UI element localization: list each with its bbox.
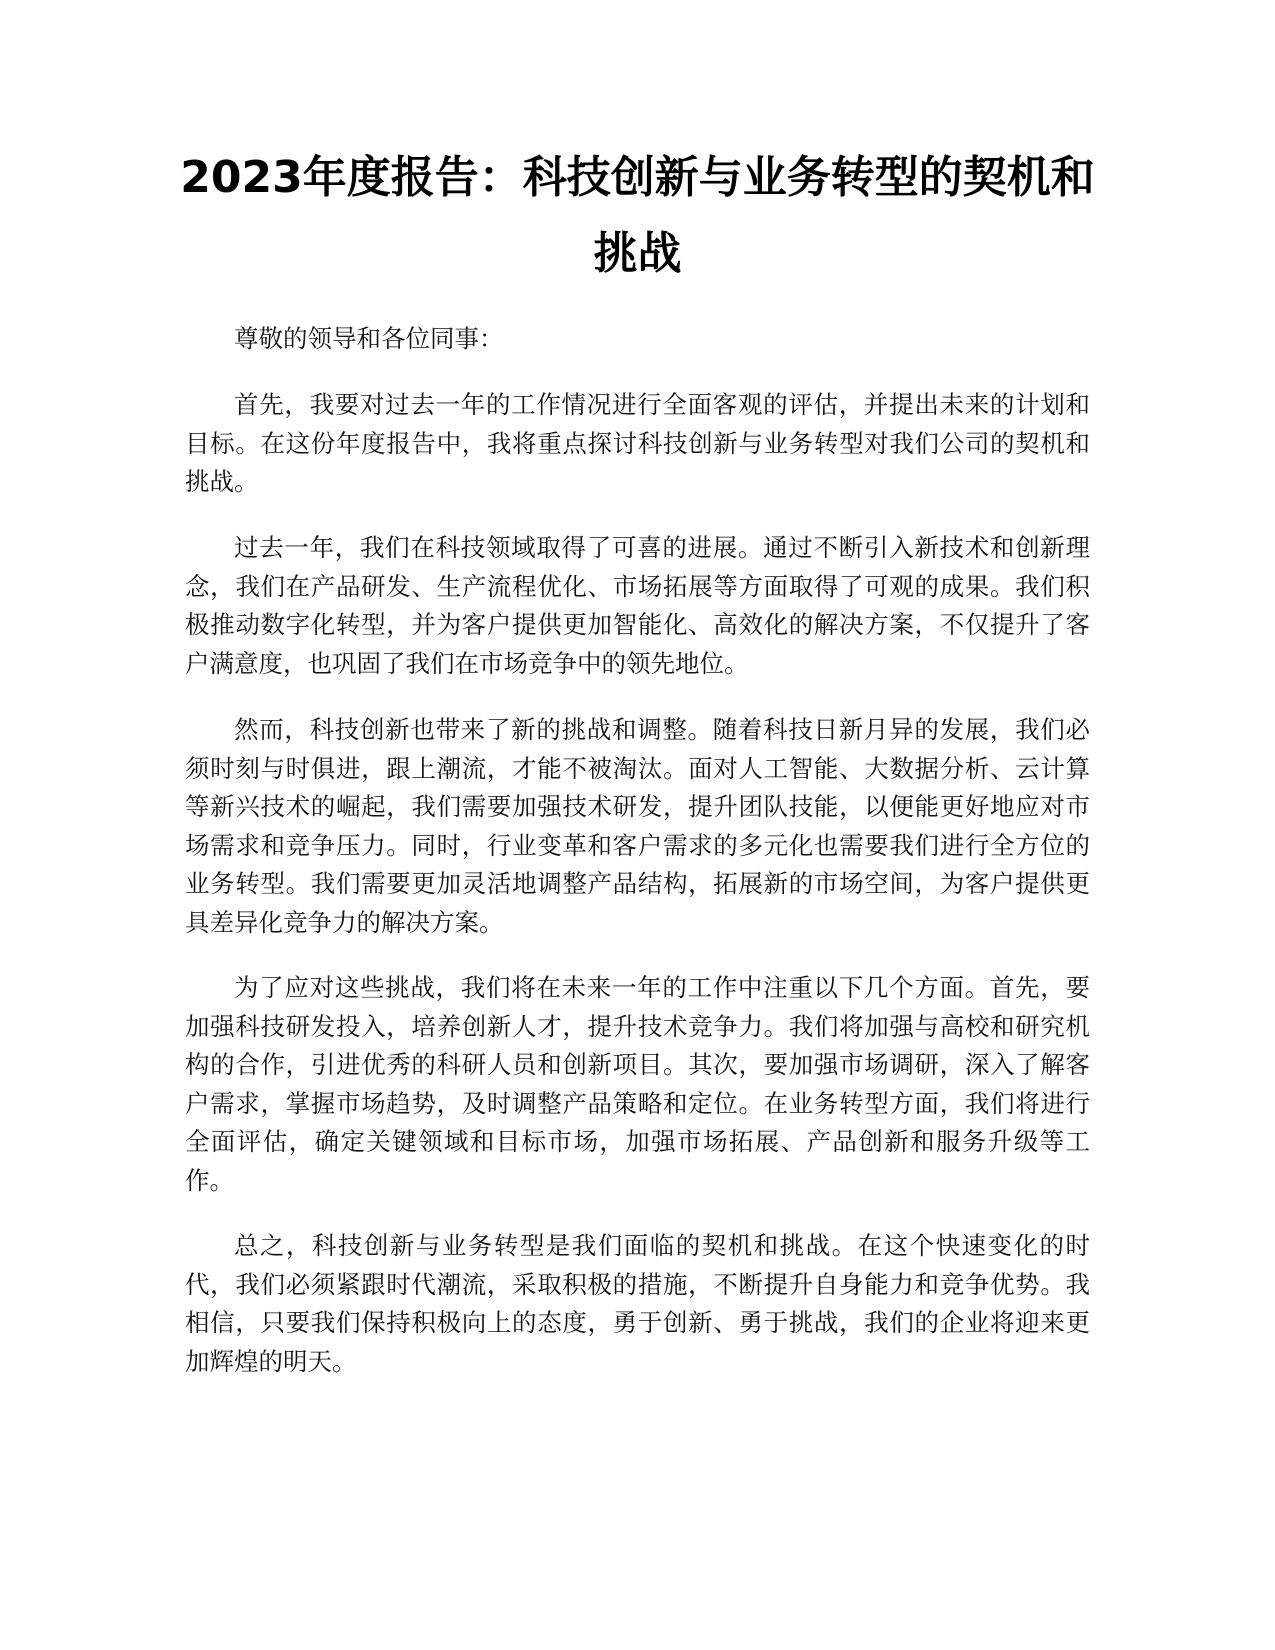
paragraph-3: 然而，科技创新也带来了新的挑战和调整。随着科技日新月异的发展，我们必须时刻与时俱进，跟上潮流，才能不被淘汰。面对人工智能、大数据分析、云计算等新兴技术的崛起，我们需要加强技术研发，提升团队技能，以便能更好地应对市场需求和竞争压力。同时，行业变革和客户需求的多元化也需要我们进行全方位的业务转型。我们需要更加灵活地调整产品结构，拓展新的市场空间，为客户提供更具差异化竞争力的解决方案。: [185, 715, 1090, 937]
paragraph-1: 首先，我要对过去一年的工作情况进行全面客观的评估，并提出未来的计划和目标。在这份年度报告中，我将重点探讨科技创新与业务转型对我们公司的契机和挑战。: [185, 390, 1090, 496]
paragraph-5: 总之，科技创新与业务转型是我们面临的契机和挑战。在这个快速变化的时代，我们必须紧跟时代潮流，采取积极的措施，不断提升自身能力和竞争优势。我相信，只要我们保持积极向上的态度，勇于创新、勇于挑战，我们的企业将迎来更加辉煌的明天。: [185, 1231, 1090, 1376]
document-title: 2023年度报告：科技创新与业务转型的契机和挑战: [180, 152, 1095, 279]
paragraph-2: 过去一年，我们在科技领域取得了可喜的进展。通过不断引入新技术和创新理念，我们在产品研发、生产流程优化、市场拓展等方面取得了可观的成果。我们积极推动数字化转型，并为客户提供更加智能化、高效化的解决方案，不仅提升了客户满意度，也巩固了我们在市场竞争中的领先地位。: [185, 533, 1090, 678]
salutation: 尊敬的领导和各位同事：: [234, 324, 504, 353]
paragraph-4: 为了应对这些挑战，我们将在未来一年的工作中注重以下几个方面。首先，要加强科技研发投入，培养创新人才，提升技术竞争力。我们将加强与高校和研究机构的合作，引进优秀的科研人员和创新项目。其次，要加强市场调研，深入了解客户需求，掌握市场趋势，及时调整产品策略和定位。在业务转型方面，我们将进行全面评估，确定关键领域和目标市场，加强市场拓展、产品创新和服务升级等工作。: [185, 973, 1090, 1195]
